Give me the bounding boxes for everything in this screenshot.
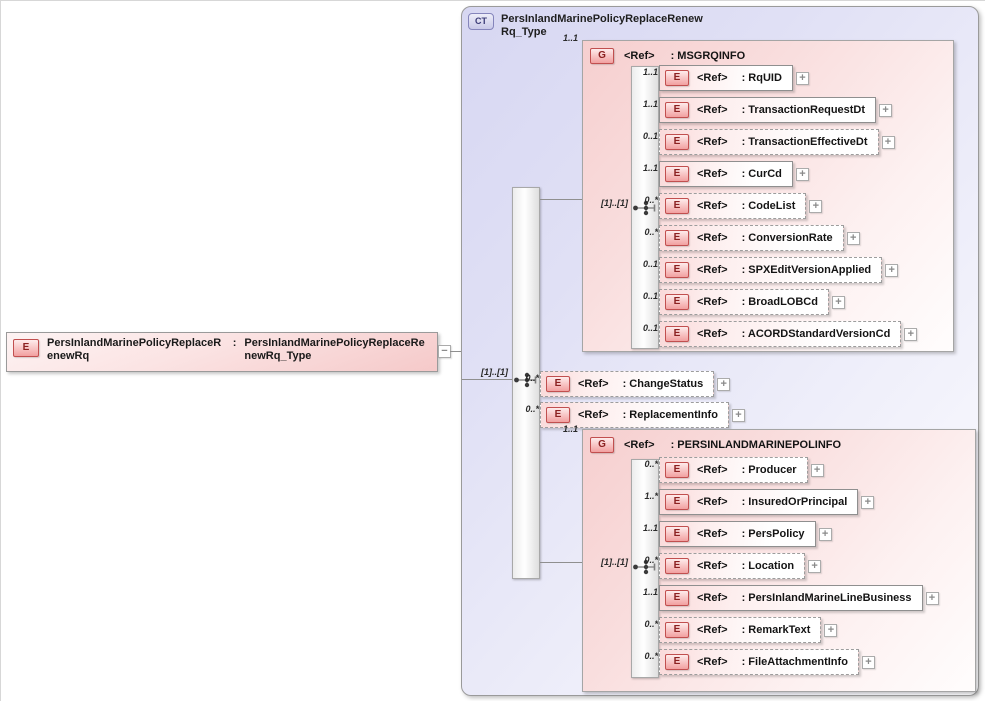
element-row [642, 129, 917, 155]
element-box[interactable] [659, 289, 829, 315]
element-ref-label: <Ref> [578, 409, 609, 421]
group-header [590, 48, 745, 64]
element-row [642, 521, 939, 547]
cardinality-label: 0..1 [642, 291, 658, 301]
complex-type-box [461, 6, 979, 696]
element-name: : ConversionRate [741, 232, 833, 244]
element-name: : CodeList [741, 200, 796, 212]
element-icon: E [546, 407, 570, 423]
expand-icon[interactable]: + [811, 464, 824, 477]
expand-icon[interactable]: + [796, 72, 809, 85]
element-icon: E [665, 294, 689, 310]
element-name: : CurCd [741, 168, 782, 180]
element-row [644, 193, 917, 219]
connector-line [462, 379, 513, 380]
complex-type-header [468, 13, 707, 39]
cardinality-label: 1..* [644, 491, 658, 501]
expand-icon[interactable]: + [862, 656, 875, 669]
element-ref-label: <Ref> [697, 592, 728, 604]
group-elements [642, 457, 939, 675]
element-row [642, 97, 917, 123]
element-icon: E [665, 166, 689, 182]
root-element-box[interactable] [6, 332, 438, 372]
element-icon: E [665, 590, 689, 606]
element-box[interactable] [659, 649, 859, 675]
connector-line [450, 351, 461, 352]
group-icon: G [590, 48, 614, 64]
element-box[interactable] [659, 129, 879, 155]
cardinality-label: 0..* [644, 195, 658, 205]
element-icon: E [665, 654, 689, 670]
element-ref-label: <Ref> [697, 72, 728, 84]
group-elements [642, 65, 917, 347]
element-ref-label: <Ref> [697, 496, 728, 508]
element-name: : ACORDStandardVersionCd [741, 328, 891, 340]
expand-icon[interactable]: + [879, 104, 892, 117]
element-ref-label: <Ref> [697, 200, 728, 212]
element-icon: E [665, 198, 689, 214]
element-icon: E [665, 326, 689, 342]
cardinality-label: 0..* [525, 404, 539, 414]
element-ref-label: <Ref> [697, 264, 728, 276]
element-ref-label: <Ref> [697, 560, 728, 572]
expand-icon[interactable]: + [861, 496, 874, 509]
element-box[interactable] [659, 161, 793, 187]
element-ref-label: <Ref> [697, 104, 728, 116]
element-name: : ChangeStatus [622, 378, 704, 390]
cardinality-label: 0..1 [642, 131, 658, 141]
element-icon: E [665, 558, 689, 574]
element-ref-label: <Ref> [697, 168, 728, 180]
element-name: : TransactionEffectiveDt [741, 136, 868, 148]
cardinality-label: 0..* [525, 373, 539, 383]
element-name: : ReplacementInfo [622, 409, 718, 421]
element-icon: E [665, 134, 689, 150]
sequence-cardinality: [1]..[1] [601, 198, 628, 208]
element-row [644, 225, 917, 251]
element-name: : FileAttachmentInfo [741, 656, 848, 668]
group-cardinality: 1..1 [562, 424, 578, 434]
element-name: : SPXEditVersionApplied [741, 264, 872, 276]
connector-line [540, 199, 582, 200]
element-icon: E [665, 102, 689, 118]
element-box[interactable] [540, 371, 714, 397]
root-element-name: PersInlandMarinePolicyReplaceRenewRq [47, 337, 222, 362]
expand-icon[interactable]: + [882, 136, 895, 149]
cardinality-label: 0..1 [642, 259, 658, 269]
element-row [642, 65, 917, 91]
element-row [642, 585, 939, 611]
expand-icon[interactable]: + [819, 528, 832, 541]
element-row [644, 553, 939, 579]
element-ref-label: <Ref> [697, 528, 728, 540]
element-box[interactable] [659, 457, 808, 483]
complex-type-icon: CT [468, 13, 494, 30]
element-box[interactable] [659, 321, 901, 347]
element-row [642, 257, 917, 283]
group-box-msgrqinfo[interactable] [582, 40, 954, 352]
element-name: : PersInlandMarineLineBusiness [741, 592, 912, 604]
element-name: : InsuredOrPrincipal [741, 496, 848, 508]
group-box-persinlandmarinepolinfo[interactable] [582, 429, 976, 692]
element-box[interactable] [659, 193, 806, 219]
element-icon: E [546, 376, 570, 392]
group-header [590, 437, 841, 453]
connector-line [540, 562, 582, 563]
element-name: : RqUID [741, 72, 782, 84]
element-row [644, 489, 939, 515]
element-icon: E [13, 339, 39, 357]
sequence-cardinality: [1]..[1] [601, 557, 628, 567]
cardinality-label: 1..1 [642, 163, 658, 173]
element-row [642, 321, 917, 347]
direct-elements [525, 371, 745, 428]
expand-icon[interactable]: + [732, 409, 745, 422]
group-name: : MSGRQINFO [670, 50, 746, 62]
element-box[interactable] [659, 489, 858, 515]
element-row [642, 289, 917, 315]
group-icon: G [590, 437, 614, 453]
expand-icon[interactable]: + [832, 296, 845, 309]
cardinality-label: 1..1 [642, 99, 658, 109]
element-ref-label: <Ref> [697, 232, 728, 244]
element-box[interactable] [659, 65, 793, 91]
expand-icon[interactable]: + [904, 328, 917, 341]
expand-icon[interactable]: + [926, 592, 939, 605]
sequence-cardinality: [1]..[1] [481, 367, 508, 377]
element-box[interactable] [659, 585, 923, 611]
cardinality-label: 1..1 [642, 587, 658, 597]
element-icon: E [665, 70, 689, 86]
element-icon: E [665, 462, 689, 478]
group-ref-label: <Ref> [624, 50, 655, 62]
element-box[interactable] [659, 225, 844, 251]
cardinality-label: 0..1 [642, 323, 658, 333]
cardinality-label: 0..* [644, 555, 658, 565]
element-name: : RemarkText [741, 624, 811, 636]
element-name: : Location [741, 560, 795, 572]
cardinality-label: 1..1 [642, 67, 658, 77]
group-cardinality: 1..1 [562, 33, 578, 43]
collapse-icon[interactable]: − [438, 345, 451, 358]
expand-icon[interactable]: + [847, 232, 860, 245]
element-ref-label: <Ref> [697, 328, 728, 340]
element-ref-label: <Ref> [697, 296, 728, 308]
element-row [642, 161, 917, 187]
expand-icon[interactable]: + [885, 264, 898, 277]
element-ref-label: <Ref> [697, 624, 728, 636]
element-icon: E [665, 230, 689, 246]
element-box[interactable] [659, 617, 821, 643]
expand-icon[interactable]: + [809, 200, 822, 213]
root-element-type: PersInlandMarinePolicyReplaceRenewRq_Type [244, 337, 425, 362]
cardinality-label: 0..* [644, 619, 658, 629]
expand-icon[interactable]: + [717, 378, 730, 391]
cardinality-label: 0..* [644, 651, 658, 661]
complex-type-title: PersInlandMarinePolicyReplaceRenewRq_Type [501, 13, 703, 38]
element-ref-label: <Ref> [697, 464, 728, 476]
element-box[interactable] [659, 257, 882, 283]
element-icon: E [665, 622, 689, 638]
element-name: : PersPolicy [741, 528, 805, 540]
expand-icon[interactable]: + [796, 168, 809, 181]
element-ref-label: <Ref> [578, 378, 609, 390]
type-separator: : [232, 337, 237, 349]
element-row [525, 371, 745, 397]
element-name: : BroadLOBCd [741, 296, 818, 308]
element-box[interactable] [659, 97, 876, 123]
expand-icon[interactable]: + [808, 560, 821, 573]
element-row [644, 649, 939, 675]
cardinality-label: 0..* [644, 227, 658, 237]
element-icon: E [665, 494, 689, 510]
element-box[interactable] [659, 553, 805, 579]
element-row [644, 457, 939, 483]
element-ref-label: <Ref> [697, 656, 728, 668]
group-ref-label: <Ref> [624, 439, 655, 451]
element-icon: E [665, 262, 689, 278]
cardinality-label: 0..* [644, 459, 658, 469]
cardinality-label: 1..1 [642, 523, 658, 533]
element-name: : TransactionRequestDt [741, 104, 866, 116]
element-row [644, 617, 939, 643]
group-name: : PERSINLANDMARINEPOLINFO [670, 439, 842, 451]
expand-icon[interactable]: + [824, 624, 837, 637]
element-ref-label: <Ref> [697, 136, 728, 148]
element-name: : Producer [741, 464, 797, 476]
element-icon: E [665, 526, 689, 542]
element-box[interactable] [659, 521, 816, 547]
